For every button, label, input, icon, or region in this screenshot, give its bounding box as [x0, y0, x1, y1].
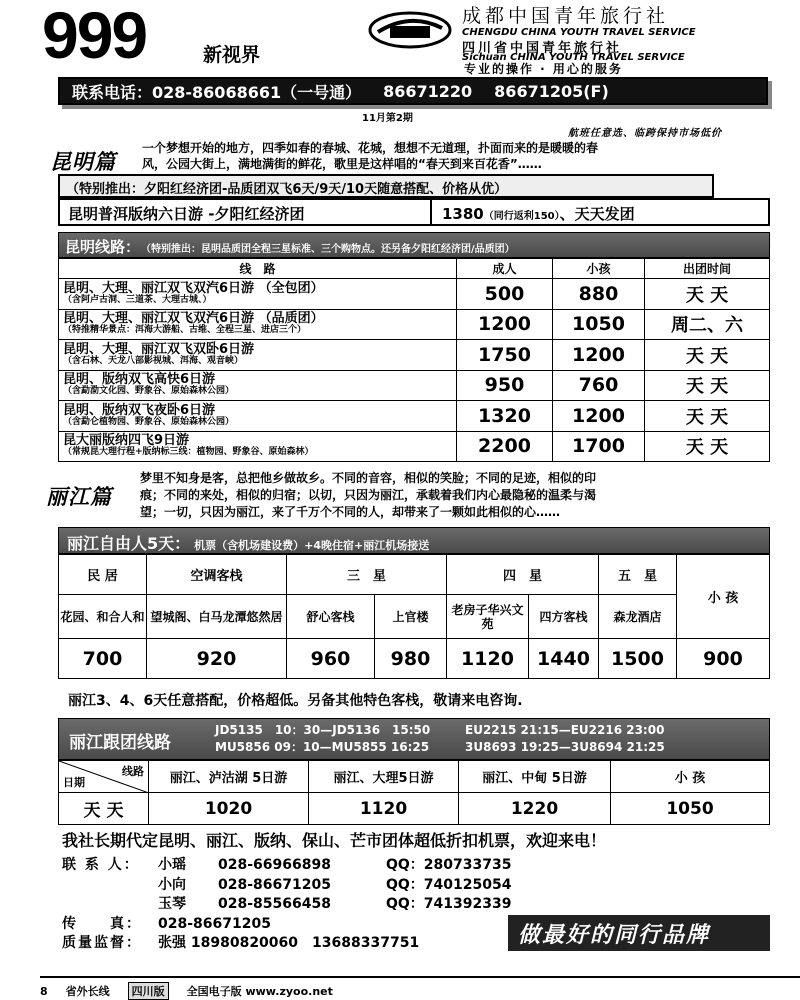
route-sub: （特推精华景点：洱海大游船、古维、全程三星、进店三个） [63, 325, 307, 336]
contact-name: 小向 [158, 876, 186, 893]
adult-price: 1320 [457, 401, 553, 432]
lijiang-intro-3: 望；一切，只因为丽江，来了千万个不同的人，却带来了一颗如此相似的心…… [140, 505, 561, 519]
lijiang-free-header [58, 527, 770, 554]
lijiang-intro-2: 痕；不同的来处，相似的归宿；以切，只因为丽江，承载着我们内心最隐秘的温柔与渴 [140, 488, 597, 502]
departure-days: 天 天 [645, 279, 770, 310]
table-row [59, 370, 770, 401]
group-days: 天 天 [59, 793, 149, 825]
group-price: 1020 [149, 793, 309, 825]
hotel-name: 四方客栈 [529, 595, 599, 639]
brand-slogan: 做最好的同行品牌 [508, 915, 770, 951]
flight-info: 3U8693 19:25—3U8694 21:25 [465, 740, 665, 754]
departure-days: 天 天 [645, 340, 770, 371]
diag-date-label: 日期 [63, 776, 85, 789]
routes-title: 昆明线路： [65, 238, 141, 256]
departure-days: 天 天 [645, 401, 770, 432]
tagline: 航班任意选、临跨保持市场低价 [568, 128, 722, 139]
child-price: 760 [553, 370, 645, 401]
group-price-child: 1050 [611, 793, 770, 825]
contact-phone: 028-85566458 [218, 896, 331, 912]
phone-main: 联系电话：028-86068661（一号通） [72, 82, 362, 102]
table-row [59, 309, 770, 340]
agency-name-cn: 成都中国青年旅行社 [462, 5, 670, 27]
departure-days: 天 天 [645, 431, 770, 462]
lijiang-group-table [58, 760, 770, 825]
adult-price: 500 [457, 279, 553, 310]
kunming-title: 昆明篇 [50, 150, 116, 174]
fax-label: 传 真： [62, 915, 142, 932]
agency-name-en: CHENGDU CHINA YOUTH TRAVEL SERVICE [462, 27, 696, 38]
lijiang-intro-1: 梦里不知身是客，总把他乡做故乡。不同的音容，相似的笑脸；不同的足迹，相似的印 [140, 471, 597, 485]
category-ac-inn: 空调客栈 [147, 555, 287, 595]
free-title: 丽江自由人5天： [67, 534, 191, 553]
hotel-name: 舒心客栈 [287, 595, 375, 639]
route-sub: （含阿卢古洞、三道茶、大理古城、） [63, 294, 212, 305]
contact-qq: QQ：740125054 [386, 876, 512, 893]
adult-price: 1750 [457, 340, 553, 371]
flight-schedule [215, 722, 665, 756]
group-price: 1220 [459, 793, 611, 825]
lijiang-hotel-table [58, 554, 770, 679]
contact-name: 玉琴 [158, 896, 186, 912]
free-note: 机票（含机场建设费）+4晚住宿+丽江机场接送 [194, 539, 430, 552]
edition-badge: 四川版 [128, 982, 169, 1000]
hotel-price: 1440 [529, 639, 599, 679]
adult-price: 950 [457, 370, 553, 401]
footer-section: 省外长线 [65, 985, 110, 998]
table-row [59, 279, 770, 310]
kunming-special-offer: （特别推出：夕阳红经济团-品质团双飞6天/9天/10天随意搭配、价格从优） [58, 174, 714, 198]
page-number: 8 [40, 984, 48, 998]
col-route: 线 路 [59, 259, 457, 279]
logo-999: 999 [42, 0, 147, 72]
hotel-name: 花园、和合人和 [59, 595, 147, 639]
route-sub: （含石林、天龙八部影视城、洱海、观音峡） [63, 355, 244, 366]
flight-info: JD5135 10：30—JD5136 15:50 [215, 723, 431, 737]
col-departure: 出团时间 [645, 259, 770, 279]
route-name: 昆明、版纳双飞高快6日游 [63, 372, 216, 388]
route-name: 昆明、大理、丽江双飞双汽6日游 （全包团） [63, 280, 324, 296]
departure-days: 天 天 [645, 370, 770, 401]
route-name: 昆大丽版纳四飞9日游 [63, 433, 190, 449]
fax-number: 028-86671205 [158, 915, 271, 932]
contact-phone: 028-86671205 [218, 876, 331, 893]
lijiang-title: 丽江篇 [46, 485, 112, 509]
group-route: 丽江、泸沽湖 5日游 [149, 761, 309, 793]
table-row [59, 340, 770, 371]
contact-qq: QQ：280733735 [386, 857, 512, 873]
issue-number: 11月第2期 [362, 113, 413, 124]
child-price: 1700 [553, 431, 645, 462]
promo-line: 我社长期代定昆明、丽江、版纳、保山、芒市团体超低折扣机票，欢迎来电！ [62, 831, 607, 850]
phone-bar [58, 77, 768, 105]
group-title: 丽江跟团线路 [69, 733, 171, 753]
footer-divider [40, 976, 800, 978]
lijiang-group-header [58, 718, 770, 760]
route-name: 昆明、大理、丽江双飞双汽6日游 （品质团） [63, 311, 324, 327]
category-3star: 三 星 [287, 555, 447, 595]
hotel-price: 700 [59, 639, 147, 679]
category-5star: 五 星 [599, 555, 677, 595]
route-name: 昆明、大理、丽江双飞双卧6日游 [63, 341, 255, 357]
contact-block [62, 856, 511, 954]
hotel-price: 920 [147, 639, 287, 679]
child-price: 1200 [553, 340, 645, 371]
hotel-name: 望城阁、白马龙潭悠然居 [147, 595, 287, 639]
diagonal-header-cell [59, 761, 149, 793]
package-price [432, 200, 768, 224]
quality-contact: 张强 18980820060 13688337751 [158, 935, 420, 951]
category-minju: 民 居 [59, 555, 147, 595]
table-row [59, 431, 770, 462]
kunming-featured-package [58, 198, 770, 226]
col-child: 小孩 [553, 259, 645, 279]
package-name: 昆明普洱版纳六日游 -夕阳红经济团 [60, 200, 432, 224]
table-row [59, 401, 770, 432]
child-price: 1200 [553, 401, 645, 432]
contact-label: 联 系 人： [62, 857, 140, 873]
hotel-price: 1120 [447, 639, 529, 679]
logo-subtitle: 新视界 [203, 44, 261, 66]
category-4star: 四 星 [447, 555, 599, 595]
quality-label: 质量监督： [62, 935, 142, 951]
hotel-name: 森龙酒店 [599, 595, 677, 639]
cyts-logo-icon [368, 10, 452, 50]
contact-phone: 028-66966898 [218, 857, 331, 873]
flight-info: EU2215 21:15—EU2216 23:00 [465, 723, 665, 737]
contact-qq: QQ：741392339 [386, 896, 512, 912]
adult-price: 1200 [457, 309, 553, 340]
hotel-price: 1500 [599, 639, 677, 679]
package-price-value: 1380 [442, 205, 484, 223]
hotel-price: 980 [375, 639, 447, 679]
phone-fax: 86671205(F) [494, 81, 609, 101]
col-adult: 成人 [457, 259, 553, 279]
category-child: 小 孩 [677, 555, 770, 639]
flight-info: MU5856 09：10—MU5855 16:25 [215, 740, 430, 754]
kunming-routes-header [58, 232, 770, 258]
route-sub: （含勐泐文化园、野象谷、原始森林公园） [63, 386, 235, 397]
contact-name: 小瑶 [158, 857, 186, 873]
departure-days: 周二、六 [645, 309, 770, 340]
child-price: 1050 [553, 309, 645, 340]
routes-note: （特别推出：昆明品质团全程三星标准、三个购物点。还另备夕阳红经济团/品质团） [146, 244, 515, 255]
footer-site: 全国电子版 www.zyoo.net [186, 985, 333, 998]
kunming-intro-2: 风，公园大街上，满地满街的鲜花，歌里是这样唱的“春天到来百花香”…… [142, 157, 542, 171]
agency-slogan: 专业的操作 · 用心的服务 [464, 62, 623, 76]
kunming-route-table [58, 258, 770, 462]
agency-name-cn-2: 四川省中国青年旅行社 [462, 41, 623, 56]
hotel-name: 上官楼 [375, 595, 447, 639]
group-route: 丽江、中甸 5日游 [459, 761, 611, 793]
child-price: 880 [553, 279, 645, 310]
agency-name-en-2: Sichuan CHINA YOUTH TRAVEL SERVICE [462, 52, 685, 63]
hotel-price: 960 [287, 639, 375, 679]
adult-price: 2200 [457, 431, 553, 462]
phone-2: 86671220 [383, 81, 473, 101]
group-route-child: 小 孩 [611, 761, 770, 793]
route-name: 昆明、版纳双飞夜卧6日游 [63, 402, 216, 418]
route-sub: （常规昆大理行程+版纳标三线：植物园、野象谷、原始森林） [63, 447, 314, 458]
diag-route-label: 线路 [122, 765, 144, 778]
group-price: 1120 [309, 793, 459, 825]
package-rebate: （同行返利150） [483, 211, 560, 222]
child-price: 900 [677, 639, 770, 679]
lijiang-note: 丽江3、4、6天任意搭配，价格超低。另备其他特色客栈，敬请来电咨询. [68, 693, 523, 709]
route-sub: （含勐仑植物园、野象谷、原始森林公园） [63, 416, 235, 427]
kunming-intro-1: 一个梦想开始的地方，四季如春的春城、花城，想想不无道理，扑面而来的是暖暖的春 [142, 141, 599, 155]
group-route: 丽江、大理5日游 [309, 761, 459, 793]
package-schedule: 、天天发团 [559, 205, 635, 223]
footer [40, 982, 333, 1000]
hotel-name: 老房子华兴文苑 [447, 595, 529, 639]
